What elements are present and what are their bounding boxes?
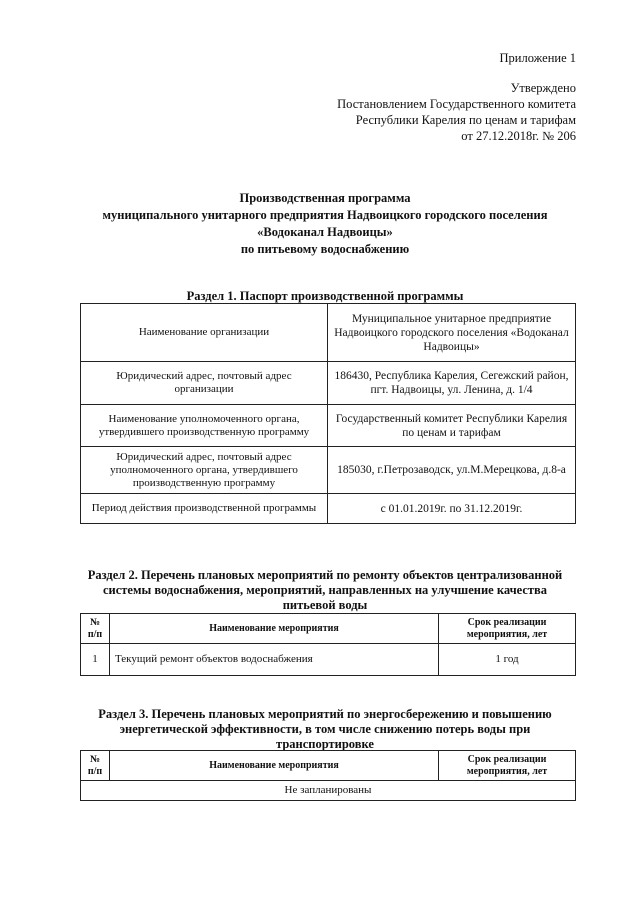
section3-heading: Раздел 3. Перечень плановых мероприятий по энергосбережению и повышению энергетической эффективности, в том числе снижению потерь воды при транспортировке — [98, 707, 552, 751]
passport-value: Государственный комитет Республики Карелия по ценам и тарифам — [328, 405, 576, 447]
passport-value: 186430, Республика Карелия, Сегежский район, пгт. Надвоицы, ул. Ленина, д. 1/4 — [328, 362, 576, 405]
table-row — [81, 447, 576, 494]
column-header-name: Наименование мероприятия — [110, 751, 439, 781]
passport-value: с 01.01.2019г. по 31.12.2019г. — [328, 494, 576, 524]
document-title — [80, 190, 570, 258]
table-row — [81, 362, 576, 405]
table-row — [81, 405, 576, 447]
approval-line-3: от 27.12.2018г. № 206 — [461, 129, 576, 143]
row-name: Текущий ремонт объектов водоснабжения — [110, 644, 439, 676]
column-header-num: № п/п — [81, 614, 110, 644]
approval-line-1: Постановлением Государственного комитета — [337, 97, 576, 111]
title-line-4: по питьевому водоснабжению — [240, 242, 410, 256]
title-line-1: Производственная программа — [239, 191, 411, 205]
title-line-3: «Водоканал Надвоицы» — [257, 225, 393, 239]
repair-measures-table — [80, 613, 576, 676]
column-header-name: Наименование мероприятия — [110, 614, 439, 644]
column-header-num: № п/п — [81, 751, 110, 781]
passport-label: Наименование уполномоченного органа, утвердившего производственную программу — [81, 405, 328, 447]
annex-label: Приложение 1 — [499, 51, 576, 65]
table-header-row — [81, 614, 576, 644]
passport-value: 185030, г.Петрозаводск, ул.М.Мерецкова, д.8-а — [328, 447, 576, 494]
column-header-term: Срок реализации мероприятия, лет — [439, 751, 576, 781]
approval-block — [337, 50, 576, 144]
energy-measures-table — [80, 750, 576, 801]
passport-label: Юридический адрес, почтовый адрес организации — [81, 362, 328, 405]
title-line-2: муниципального унитарного предприятия Надвоицкого городского поселения — [102, 208, 548, 222]
table-header-row — [81, 751, 576, 781]
table-row — [81, 644, 576, 676]
passport-label: Наименование организации — [81, 304, 328, 362]
passport-label: Период действия производственной программы — [81, 494, 328, 524]
not-planned-note: Не запланированы — [81, 781, 576, 801]
row-num: 1 — [81, 644, 110, 676]
approval-line-2: Республики Карелия по ценам и тарифам — [355, 113, 576, 127]
table-row — [81, 304, 576, 362]
section2-heading: Раздел 2. Перечень плановых мероприятий по ремонту объектов централизованной системы водоснабжения, мероприятий, направленных на улучшение качества питьевой воды — [87, 568, 563, 612]
passport-value: Муниципальное унитарное предприятие Надвоицкого городского поселения «Водоканал Надвоицы» — [328, 304, 576, 362]
passport-label: Юридический адрес, почтовый адрес уполномоченного органа, утвердившего производственную программу — [81, 447, 328, 494]
passport-table — [80, 303, 576, 524]
approved-label: Утверждено — [510, 81, 576, 95]
row-term: 1 год — [439, 644, 576, 676]
table-row — [81, 781, 576, 801]
section1-heading: Раздел 1. Паспорт производственной программы — [186, 289, 464, 303]
table-row — [81, 494, 576, 524]
column-header-term: Срок реализации мероприятия, лет — [439, 614, 576, 644]
